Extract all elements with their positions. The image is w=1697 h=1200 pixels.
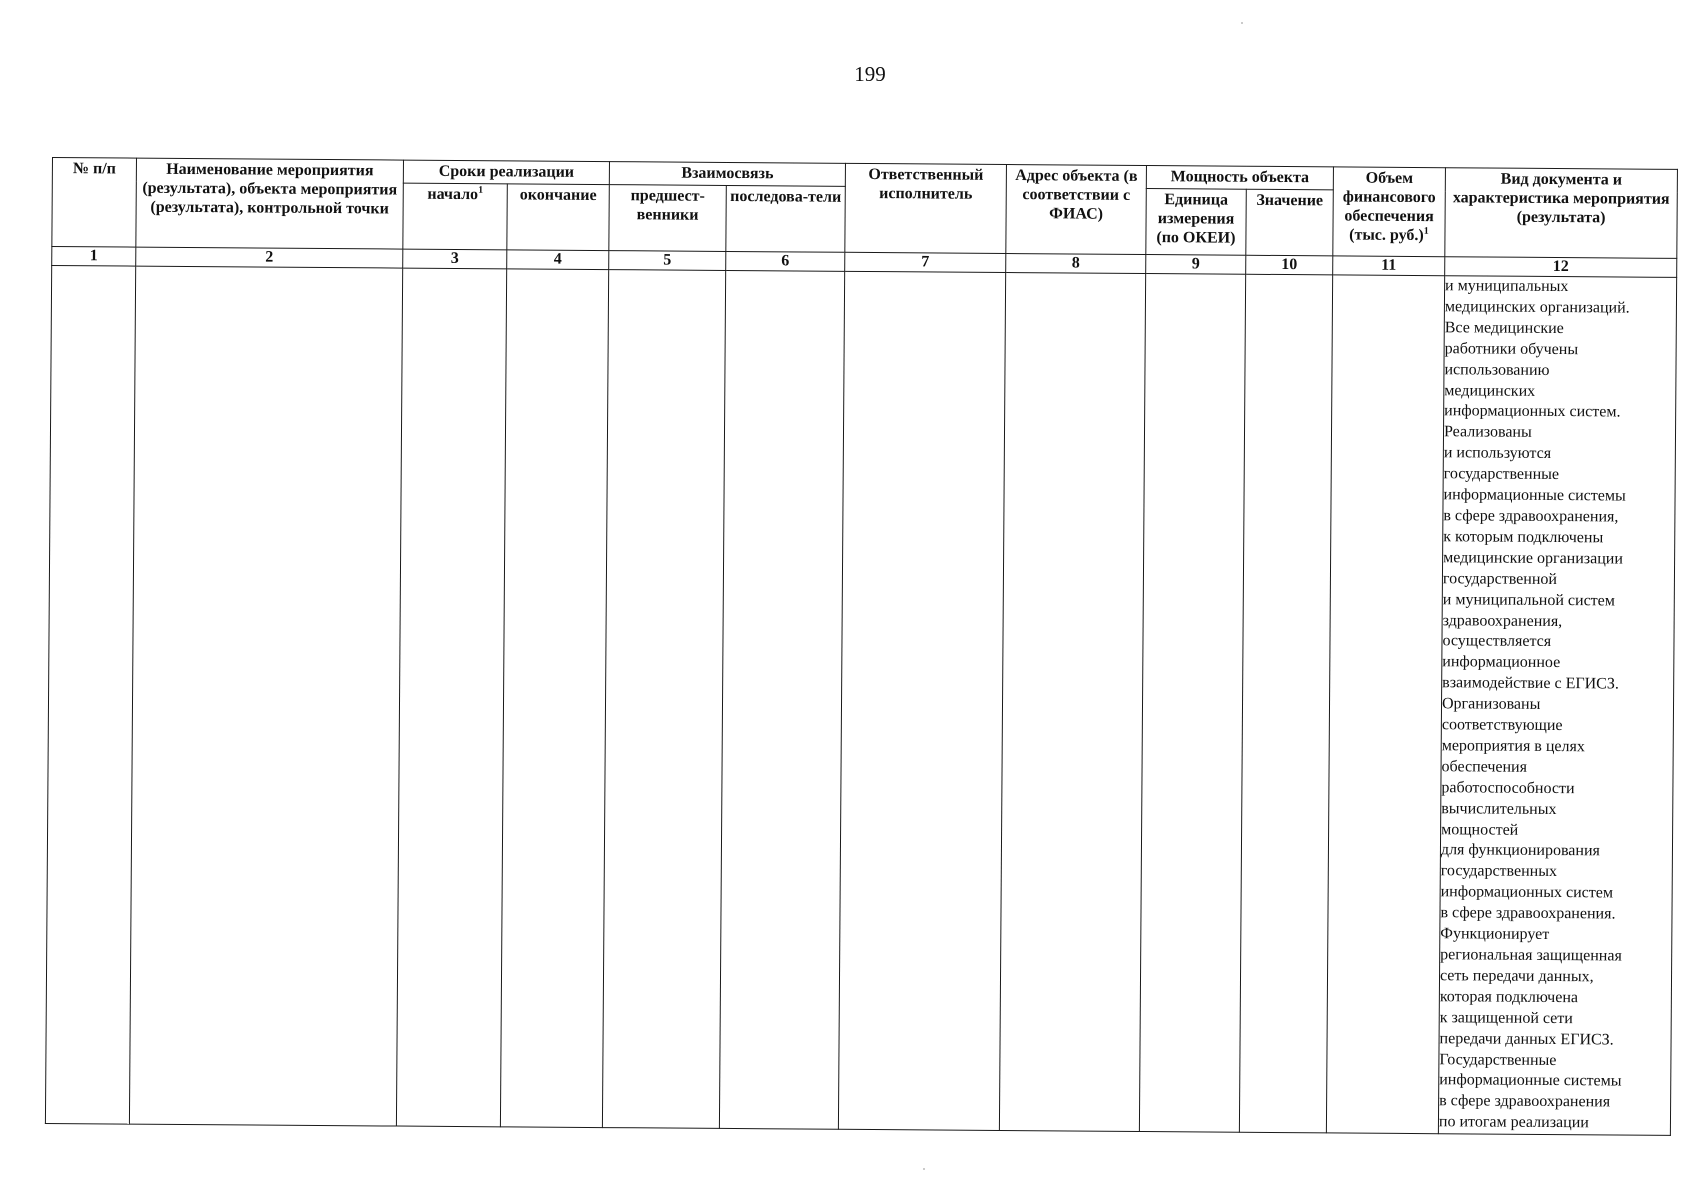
cell-number — [45, 266, 135, 1125]
column-number: 8 — [1006, 253, 1146, 273]
document-text-line: которая подключена — [1439, 988, 1579, 1007]
document-text-line: в сфере здравоохранения — [1439, 1092, 1611, 1111]
cell-funding — [1326, 275, 1444, 1134]
page-number: 199 — [854, 62, 886, 86]
cell-end — [500, 269, 608, 1128]
document-text-line: соответствующие — [1441, 716, 1563, 735]
document-text-line: Функционирует — [1440, 925, 1550, 944]
header-address: Адрес объекта (в соответствии с ФИАС) — [1006, 164, 1147, 254]
document-text-line: осуществляется — [1442, 632, 1552, 651]
document-text-line: в сфере здравоохранения, — [1443, 507, 1619, 526]
header-start — [403, 183, 507, 250]
column-number: 2 — [136, 247, 403, 268]
header-number: № п/п — [52, 158, 137, 248]
document-text-line: сеть передачи данных, — [1439, 967, 1594, 986]
cell-predecessors — [602, 270, 725, 1129]
column-number: 4 — [507, 250, 609, 270]
header-predecessors: предшест-венники — [609, 185, 726, 252]
document-text-line: государственные — [1443, 465, 1560, 484]
document-text-line: и муниципальной систем — [1442, 590, 1615, 610]
scan-speck — [1241, 22, 1243, 24]
document-text-line: использованию — [1444, 360, 1550, 379]
cell-responsible — [838, 271, 1005, 1130]
document-text-line: работники обучены — [1444, 339, 1579, 358]
header-activity-name: Наименование мероприятия (результата), объекта мероприятия (результата), контрольной точки — [136, 158, 404, 249]
header-funding-label: Объем финансового обеспечения (тыс. руб.) — [1342, 169, 1436, 245]
document-text-line: вычислительных — [1441, 799, 1557, 818]
document-text-line: в сфере здравоохранения. — [1440, 904, 1616, 923]
header-group-link: Взаимосвязь — [609, 162, 845, 187]
document-text-line: информационные системы — [1443, 486, 1626, 505]
header-row-1 — [52, 158, 1677, 193]
header-end: окончание — [507, 184, 609, 251]
document-text-line: мощностей — [1441, 820, 1519, 839]
document-text-line: работоспособности — [1441, 778, 1575, 797]
header-successors: последова-тели — [726, 185, 845, 252]
header-responsible: Ответственный исполнитель — [845, 163, 1007, 253]
document-text-line: Все медицинские — [1444, 319, 1564, 337]
column-number: 11 — [1333, 256, 1445, 276]
cell-document-type — [1438, 276, 1676, 1136]
header-start-footnote: 1 — [478, 184, 484, 196]
document-text-line: и используются — [1443, 444, 1552, 463]
column-number: 7 — [845, 252, 1006, 272]
document-text-line: взаимодействие с ЕГИСЗ. — [1442, 674, 1619, 693]
document-text-line: по итогам реализации — [1438, 1113, 1589, 1132]
cell-activity-name — [129, 266, 402, 1126]
document-text-line: информационное — [1442, 653, 1561, 672]
document-text-line: информационные системы — [1439, 1071, 1622, 1090]
document-text-line: и муниципальных — [1445, 277, 1569, 296]
document-text-line: государственных — [1440, 862, 1558, 881]
cell-successors — [719, 270, 844, 1129]
document-text-line: информационных систем. — [1444, 402, 1621, 421]
document-text-line: региональная защищенная — [1440, 946, 1622, 965]
column-number: 1 — [52, 247, 136, 267]
cell-unit — [1139, 274, 1245, 1133]
document-table-sheet — [45, 157, 1678, 1136]
header-group-capacity: Мощность объекта — [1146, 166, 1333, 190]
header-unit: Единица измерения (по ОКЕИ) — [1146, 189, 1246, 256]
column-number: 6 — [726, 251, 845, 271]
document-text-line: Реализованы — [1443, 423, 1532, 442]
document-text-line: здравоохранения, — [1442, 611, 1563, 630]
header-funding — [1333, 167, 1446, 257]
cell-start — [396, 268, 506, 1127]
column-number: 9 — [1146, 255, 1246, 275]
activities-table — [45, 157, 1678, 1136]
header-start-label: начало — [427, 185, 479, 204]
document-text-line: медицинские организации — [1443, 548, 1624, 568]
column-number: 10 — [1246, 255, 1333, 275]
cell-address — [999, 272, 1145, 1131]
header-document-type: Вид документа и характеристика мероприятия (результата) — [1445, 168, 1678, 259]
header-value: Значение — [1246, 189, 1333, 256]
document-text-line: обеспечения — [1441, 758, 1528, 776]
document-text-line: медицинских организаций. — [1444, 298, 1630, 317]
column-number: 5 — [609, 251, 726, 271]
document-text-line: государственной — [1442, 569, 1558, 588]
header-funding-footnote: 1 — [1423, 225, 1429, 237]
document-text-line: для функционирования — [1440, 841, 1600, 860]
document-text-line: к защищенной сети — [1439, 1008, 1573, 1027]
document-text-line: передачи данных ЕГИСЗ. — [1439, 1029, 1614, 1049]
document-text-line: к которым подключены — [1443, 528, 1604, 547]
column-number: 3 — [403, 249, 507, 269]
column-number: 12 — [1445, 257, 1677, 278]
document-text-line: мероприятия в целях — [1441, 737, 1585, 756]
table-row — [45, 266, 1676, 1136]
cell-value — [1239, 274, 1332, 1133]
document-text-line: медицинских — [1444, 381, 1536, 400]
document-text-line: информационных систем — [1440, 883, 1614, 902]
scan-speck — [923, 1168, 925, 1170]
document-text-line: Государственные — [1439, 1050, 1557, 1069]
header-group-dates: Сроки реализации — [403, 160, 609, 185]
document-text-line: Организованы — [1441, 695, 1541, 714]
